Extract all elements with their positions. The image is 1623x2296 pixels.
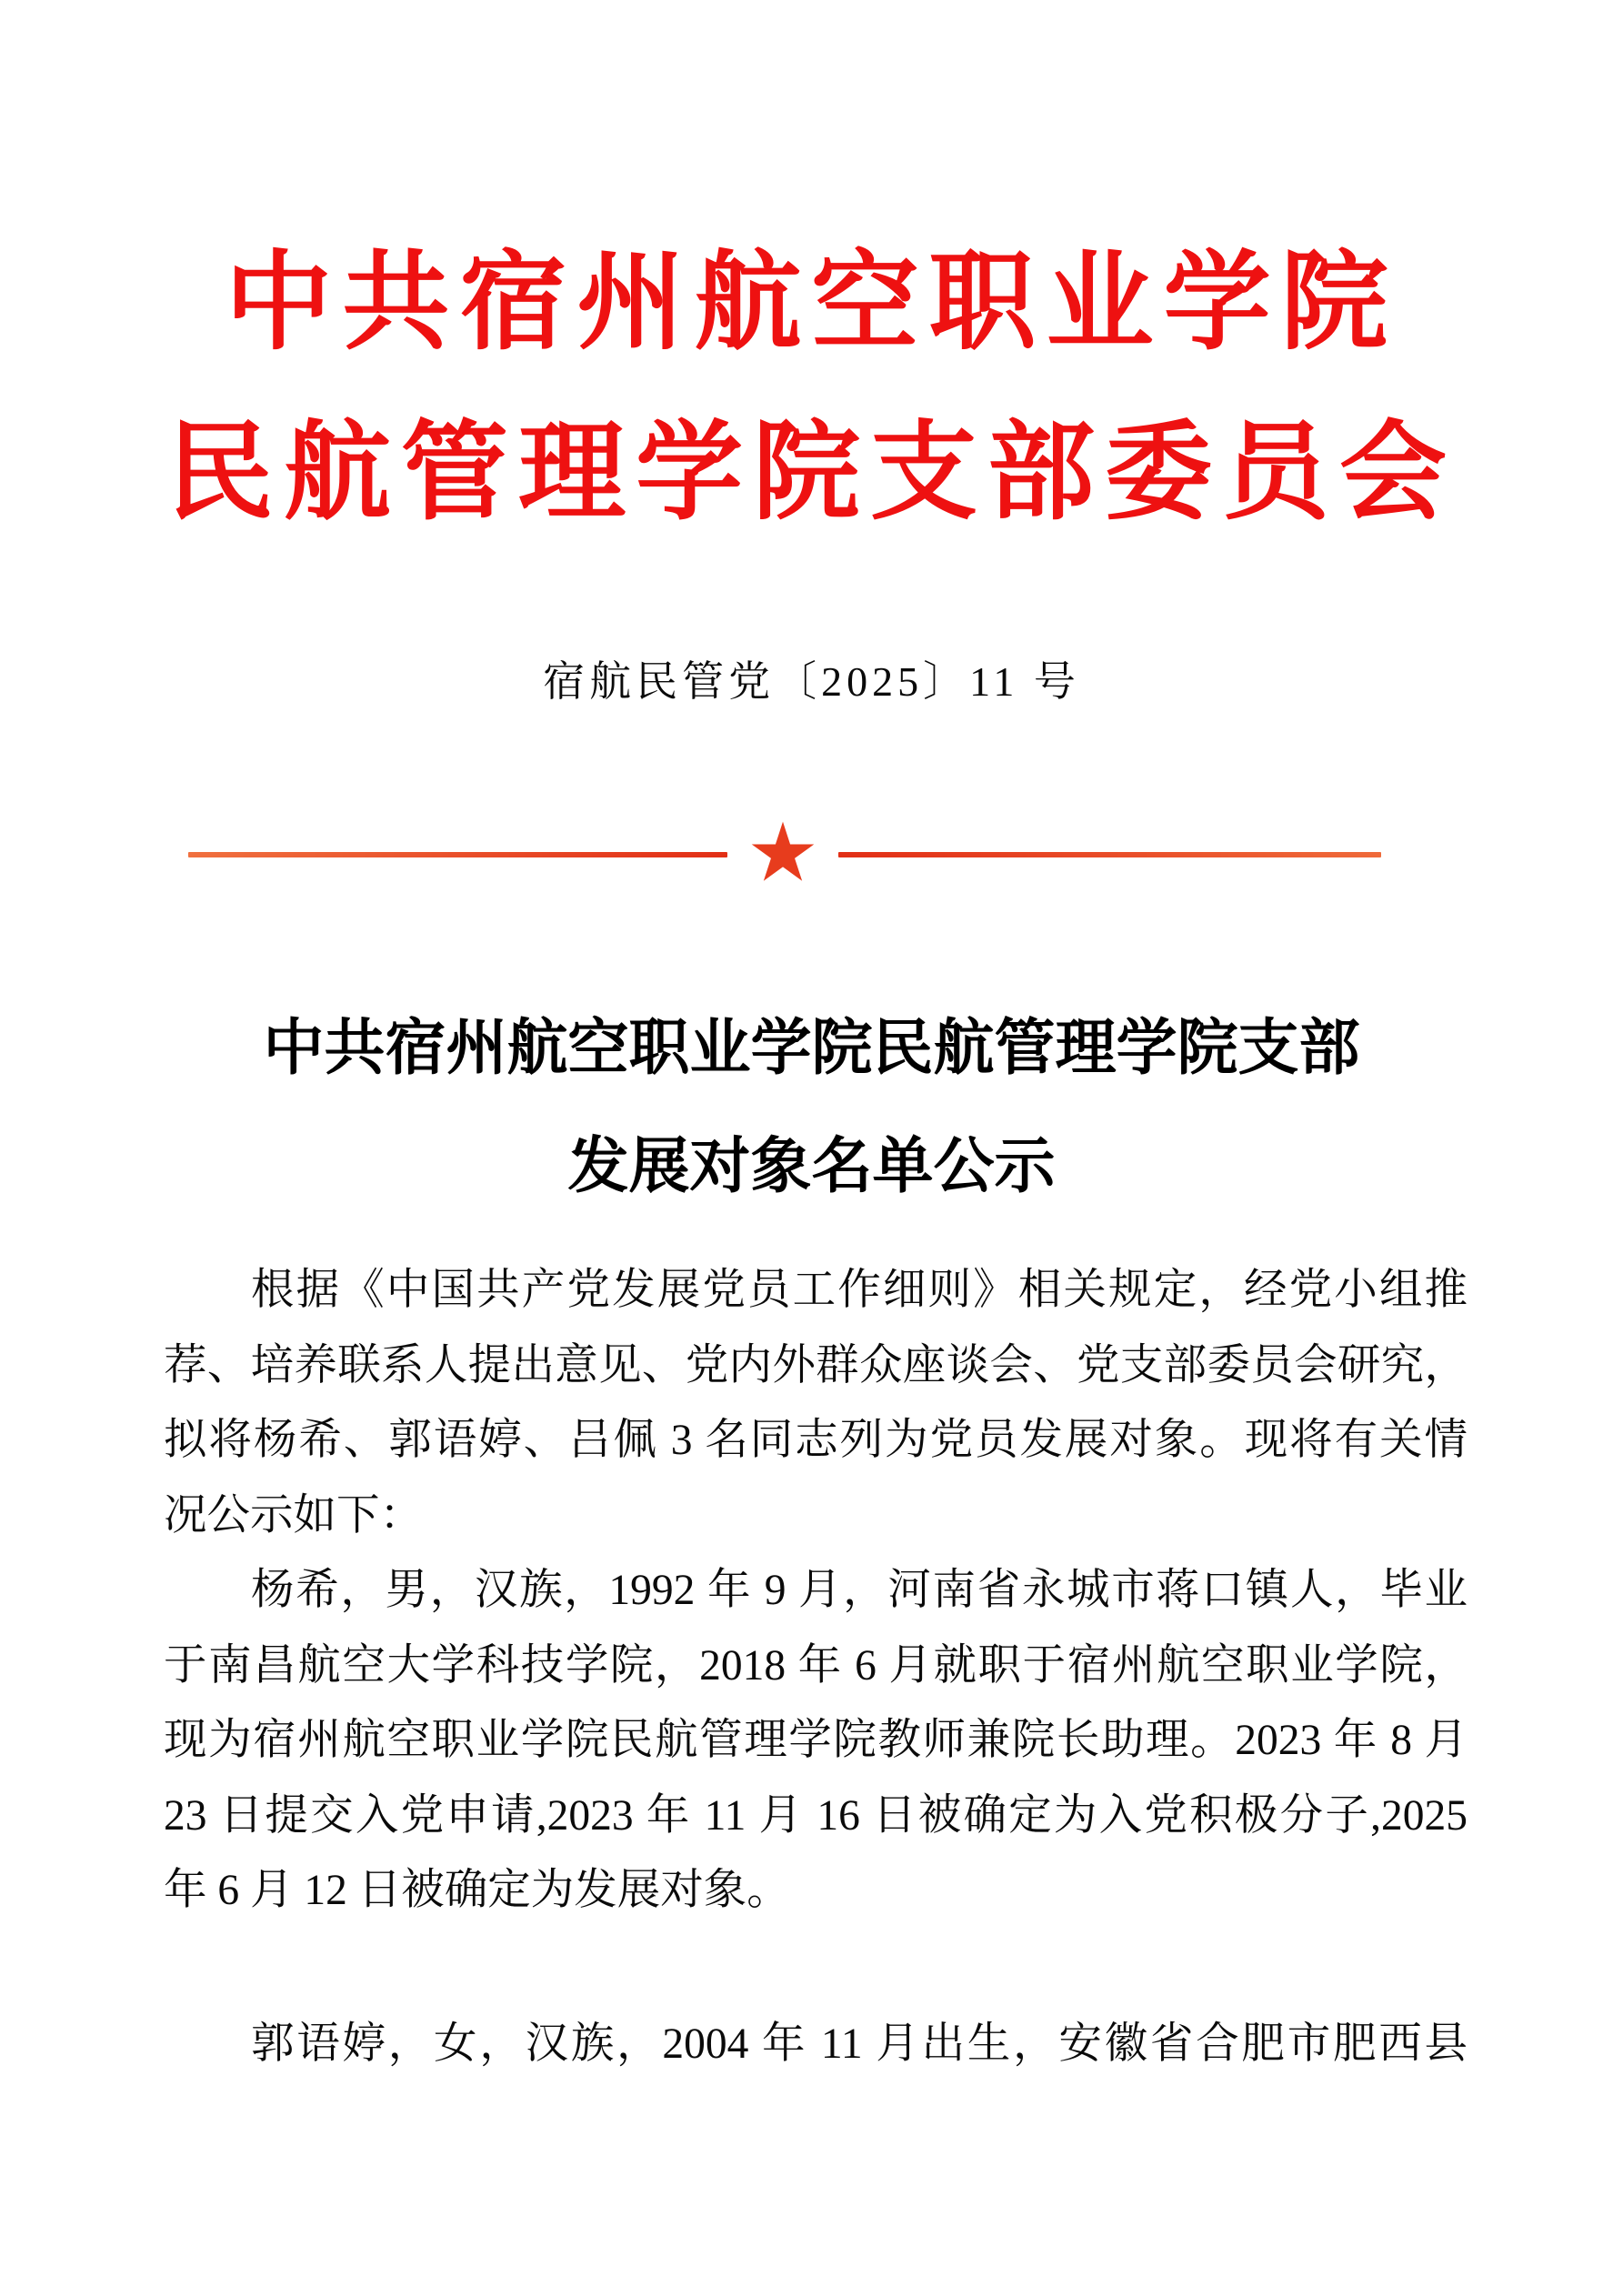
body-line: 拟将杨希、郭语婷、吕佩 3 名同志列为党员发展对象。现将有关情 (164, 1417, 1468, 1464)
org-name-line1: 中共宿州航空职业学院 (225, 244, 1398, 363)
doc-number: 宿航民管党〔2025〕11 号 (543, 658, 1080, 705)
body-line: 年 6 月 12 日被确定为发展对象。 (164, 1867, 790, 1914)
header-divider (188, 809, 1381, 900)
divider-rule-left (188, 852, 727, 857)
document-title-line1: 中共宿州航空职业学院民航管理学院支部 (263, 1015, 1360, 1082)
body-line: 于南昌航空大学科技学院，2018 年 6 月就职于宿州航空职业学院， (164, 1641, 1468, 1689)
letterhead (0, 218, 1623, 558)
body-line: 况公示如下： (164, 1491, 423, 1539)
body-line: 荐、培养联系人提出意见、党内外群众座谈会、党支部委员会研究， (164, 1341, 1468, 1389)
body-line: 现为宿州航空职业学院民航管理学院教师兼院长助理。2023 年 8 月 (164, 1717, 1468, 1764)
org-name-line2: 民航管理学院支部委员会 (165, 414, 1457, 533)
divider-rule-right (838, 852, 1381, 857)
body-line: 郭语婷，女，汉族，2004 年 11 月出生，安徽省合肥市肥西县 (251, 2020, 1468, 2068)
body-line: 23 日提交入党申请,2023 年 11 月 16 日被确定为入党积极分子,2025 (164, 1791, 1468, 1840)
document-title-line2: 发展对象名单公示 (567, 1133, 1056, 1200)
body-line: 杨希，男，汉族，1992 年 9 月，河南省永城市蒋口镇人，毕业 (251, 1567, 1468, 1614)
document-title (0, 989, 1623, 1226)
body-line: 根据《中国共产党发展党员工作细则》相关规定，经党小组推 (251, 1267, 1468, 1314)
document-body (164, 1253, 1468, 2081)
star-icon (750, 819, 816, 890)
